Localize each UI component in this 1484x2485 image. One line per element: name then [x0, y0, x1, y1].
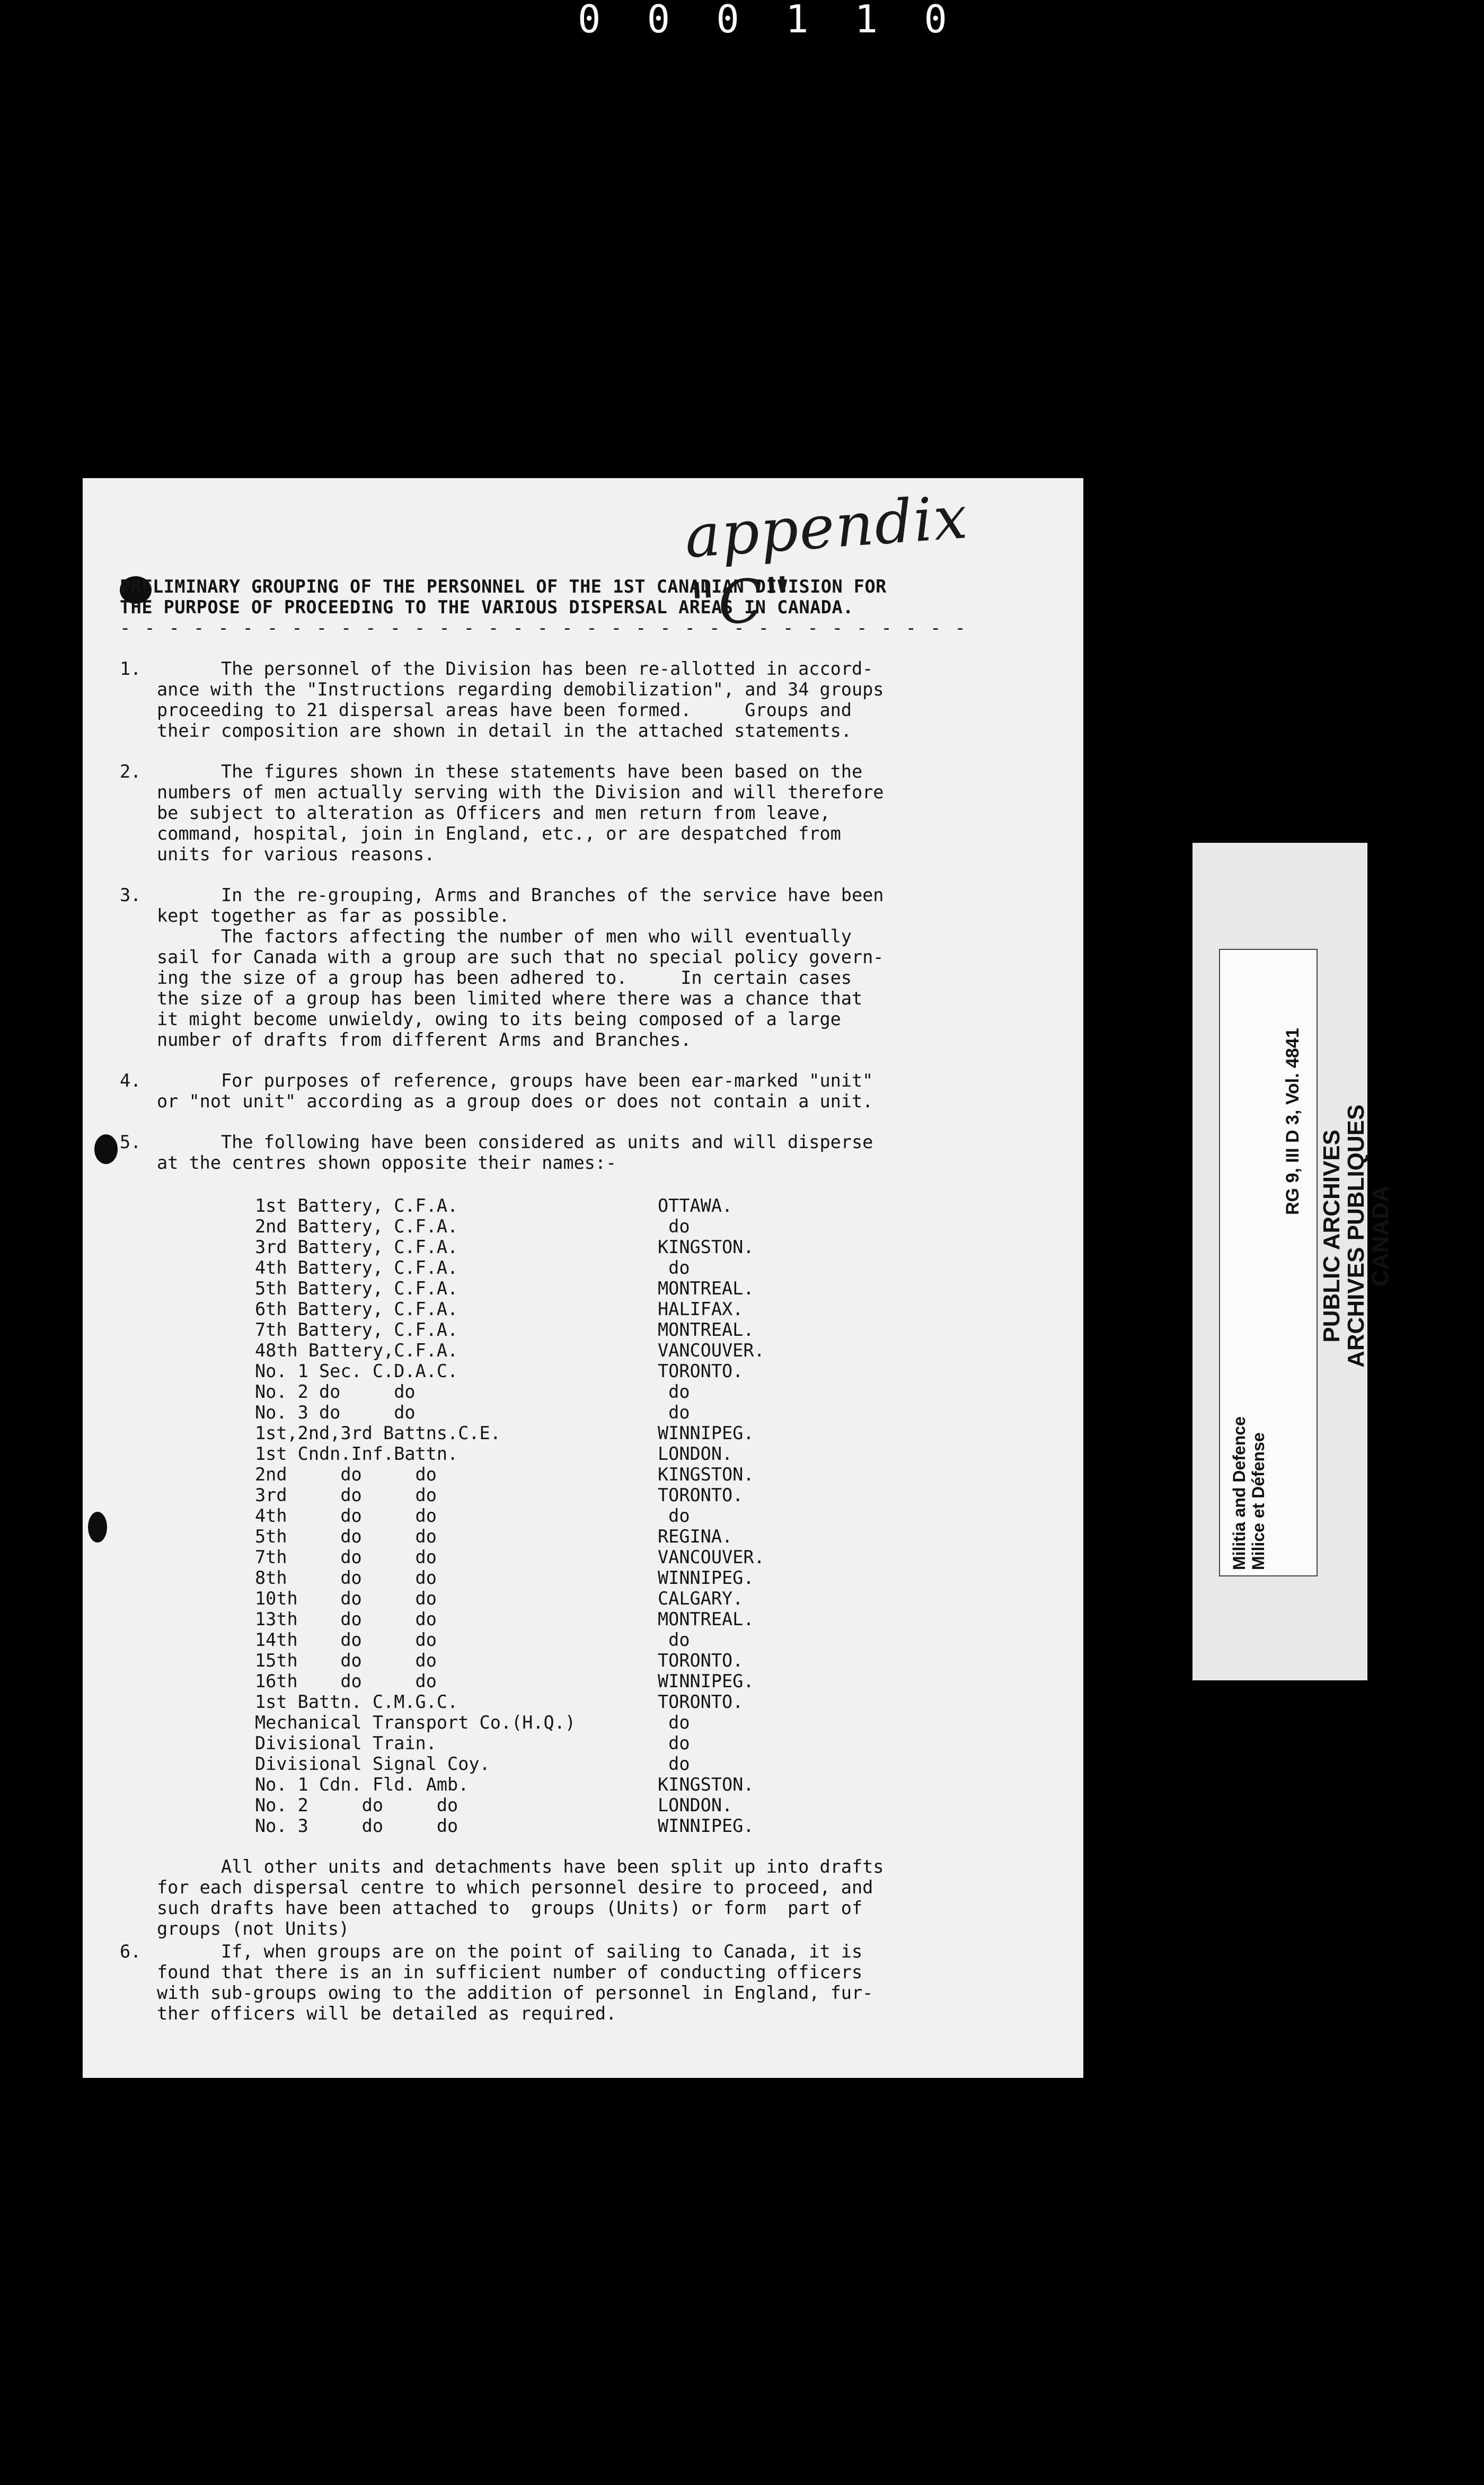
- text-line: command, hospital, join in England, etc., or are despatched from: [157, 823, 841, 844]
- unit-row: [255, 1443, 1063, 1464]
- paragraph-number: 5.: [120, 1132, 142, 1152]
- unit-row: [255, 1753, 1063, 1774]
- unit-destination: do: [658, 1753, 690, 1774]
- militia-fr: Milice et Défense: [1249, 1432, 1268, 1570]
- unit-name: 3rd Battery, C.F.A.: [255, 1237, 458, 1257]
- unit-destination: do: [658, 1402, 690, 1423]
- unit-destination: WINNIPEG.: [658, 1567, 754, 1588]
- unit-name: 7th do do: [255, 1547, 437, 1567]
- unit-name: 48th Battery,C.F.A.: [255, 1340, 458, 1361]
- unit-row: [255, 1712, 1063, 1733]
- unit-row: [255, 1195, 1063, 1216]
- unit-name: Divisional Train.: [255, 1733, 437, 1753]
- text-line: kept together as far as possible.: [157, 905, 510, 926]
- unit-name: No. 2 do do: [255, 1381, 416, 1402]
- text-line: number of drafts from different Arms and Branches.: [157, 1029, 692, 1050]
- text-line: The following have been considered as units and will disperse: [157, 1132, 873, 1152]
- paragraph-list: [120, 658, 1063, 1173]
- unit-name: 5th Battery, C.F.A.: [255, 1278, 458, 1299]
- paragraph-5: [120, 1132, 1063, 1173]
- unit-destination: do: [658, 1505, 690, 1526]
- unit-row: [255, 1526, 1063, 1547]
- unit-destination: do: [658, 1712, 690, 1733]
- text-line: The factors affecting the number of men who will eventually: [157, 926, 852, 947]
- archives-fr: ARCHIVES PUBLIQUES: [1343, 1104, 1369, 1368]
- text-line: In the re-grouping, Arms and Branches of the service have been: [157, 885, 884, 905]
- paragraph-text: [157, 1070, 1063, 1112]
- unit-row: [255, 1547, 1063, 1567]
- paragraph-text: [157, 1941, 1063, 2024]
- unit-name: 8th do do: [255, 1567, 437, 1588]
- unit-row: [255, 1423, 1063, 1443]
- document-page: [83, 478, 1083, 2078]
- unit-name: 13th do do: [255, 1609, 437, 1629]
- paragraph-number: 1.: [120, 658, 142, 679]
- unit-name: No. 1 Sec. C.D.A.C.: [255, 1361, 458, 1381]
- paragraph-1: [120, 658, 1063, 741]
- text-line: The figures shown in these statements have been based on the: [157, 761, 863, 782]
- text-line: ance with the "Instructions regarding demobilization", and 34 groups: [157, 679, 884, 700]
- unit-name: 4th Battery, C.F.A.: [255, 1257, 458, 1278]
- unit-destination: LONDON.: [658, 1795, 733, 1816]
- paragraph-number: 2.: [120, 761, 142, 782]
- rg-reference: RG 9, III D 3, Vol. 4841: [1283, 1028, 1303, 1215]
- unit-destination: TORONTO.: [658, 1361, 744, 1381]
- unit-row: [255, 1588, 1063, 1609]
- unit-destination: TORONTO.: [658, 1691, 744, 1712]
- document-title-line-2: THE PURPOSE OF PROCEEDING TO THE VARIOUS DISPERSAL AREAS IN CANADA.: [120, 597, 854, 618]
- paragraph-4: [120, 1070, 1063, 1112]
- unit-row: [255, 1237, 1063, 1257]
- unit-destination: KINGSTON.: [658, 1774, 754, 1795]
- text-line: ing the size of a group has been adhered to. In certain cases: [157, 967, 852, 988]
- text-line: numbers of men actually serving with the Division and will therefore: [157, 782, 884, 803]
- unit-row: [255, 1361, 1063, 1381]
- unit-name: 2nd Battery, C.F.A.: [255, 1216, 458, 1237]
- unit-destination: REGINA.: [658, 1526, 733, 1547]
- unit-destination: WINNIPEG.: [658, 1423, 754, 1443]
- unit-row: [255, 1485, 1063, 1505]
- unit-row: [255, 1650, 1063, 1671]
- unit-name: 1st Battn. C.M.G.C.: [255, 1691, 458, 1712]
- archives-en: PUBLIC ARCHIVES: [1319, 1129, 1345, 1343]
- text-line: or "not unit" according as a group does or does not contain a unit.: [157, 1091, 873, 1112]
- unit-name: 16th do do: [255, 1671, 437, 1691]
- unit-destination: do: [658, 1733, 690, 1753]
- unit-row: [255, 1691, 1063, 1712]
- text-line: If, when groups are on the point of sailing to Canada, it is: [157, 1941, 863, 1962]
- ink-blot: [94, 1134, 118, 1164]
- unit-row: [255, 1402, 1063, 1423]
- unit-row: [255, 1609, 1063, 1629]
- title-separator: - - - - - - - - - - - - - - - - - - - - - - - - - - - - - - - - - - -: [120, 618, 967, 638]
- text-line: proceeding to 21 dispersal areas have been formed. Groups and: [157, 700, 852, 720]
- unit-destination: KINGSTON.: [658, 1237, 754, 1257]
- unit-destination: TORONTO.: [658, 1650, 744, 1671]
- text-line: sail for Canada with a group are such that no special policy govern-: [157, 947, 884, 967]
- unit-row: [255, 1257, 1063, 1278]
- unit-destination: MONTREAL.: [658, 1609, 754, 1629]
- unit-row: [255, 1795, 1063, 1816]
- unit-name: 10th do do: [255, 1588, 437, 1609]
- unit-name: Divisional Signal Coy.: [255, 1753, 490, 1774]
- unit-destination: HALIFAX.: [658, 1299, 744, 1319]
- text-line: found that there is an in sufficient number of conducting officers: [157, 1962, 863, 1982]
- archives-country: CANADA: [1367, 1185, 1393, 1287]
- unit-destination: do: [658, 1381, 690, 1402]
- unit-name: 2nd do do: [255, 1464, 437, 1485]
- paragraph-number: 4.: [120, 1070, 142, 1091]
- unit-row: [255, 1299, 1063, 1319]
- unit-name: 3rd do do: [255, 1485, 437, 1505]
- unit-destination: do: [658, 1216, 690, 1237]
- unit-name: 6th Battery, C.F.A.: [255, 1299, 458, 1319]
- unit-row: [255, 1464, 1063, 1485]
- text-line: such drafts have been attached to groups (Units) or form part of: [157, 1898, 863, 1918]
- paragraph-text: [157, 761, 1063, 865]
- unit-row: [255, 1816, 1063, 1836]
- text-line: For purposes of reference, groups have been ear-marked "unit": [157, 1070, 873, 1091]
- unit-name: 7th Battery, C.F.A.: [255, 1319, 458, 1340]
- unit-row: [255, 1671, 1063, 1691]
- paragraph-number: 3.: [120, 885, 142, 905]
- text-line: at the centres shown opposite their names:-: [157, 1152, 617, 1173]
- paragraph-2: [120, 761, 1063, 865]
- unit-destination: TORONTO.: [658, 1485, 744, 1505]
- archive-label-card: [1192, 843, 1393, 1680]
- text-line: their composition are shown in detail in the attached statements.: [157, 720, 852, 741]
- unit-row: [255, 1381, 1063, 1402]
- paragraph-3: [120, 885, 1063, 1050]
- unit-destination: MONTREAL.: [658, 1319, 754, 1340]
- unit-name: 5th do do: [255, 1526, 437, 1547]
- text-line: the size of a group has been limited where there was a chance that: [157, 988, 863, 1009]
- unit-name: No. 2 do do: [255, 1795, 458, 1816]
- text-line: units for various reasons.: [157, 844, 435, 865]
- archive-reference-slip: [1219, 949, 1318, 1576]
- unit-name: 1st Battery, C.F.A.: [255, 1195, 458, 1216]
- text-line: The personnel of the Division has been re-allotted in accord-: [157, 658, 873, 679]
- unit-name: Mechanical Transport Co.(H.Q.): [255, 1712, 576, 1733]
- unit-row: [255, 1278, 1063, 1299]
- unit-row: [255, 1505, 1063, 1526]
- unit-destination: CALGARY.: [658, 1588, 744, 1609]
- unit-row: [255, 1319, 1063, 1340]
- unit-row: [255, 1629, 1063, 1650]
- text-line: All other units and detachments have been split up into drafts: [157, 1856, 884, 1877]
- ink-blot: [88, 1512, 107, 1543]
- militia-defence-label: [1230, 1416, 1268, 1570]
- unit-dispersal-table: [255, 1195, 1063, 1836]
- text-line: ther officers will be detailed as required.: [157, 2003, 617, 2024]
- public-archives-label: [1320, 1105, 1393, 1368]
- paragraph-text: [157, 658, 1063, 741]
- unit-destination: MONTREAL.: [658, 1278, 754, 1299]
- unit-row: [255, 1340, 1063, 1361]
- unit-destination: VANCOUVER.: [658, 1547, 765, 1567]
- document-body: [120, 576, 1063, 2024]
- unit-name: 15th do do: [255, 1650, 437, 1671]
- unit-row: [255, 1216, 1063, 1237]
- unit-destination: WINNIPEG.: [658, 1816, 754, 1836]
- unit-destination: KINGSTON.: [658, 1464, 754, 1485]
- unit-name: 14th do do: [255, 1629, 437, 1650]
- unit-destination: VANCOUVER.: [658, 1340, 765, 1361]
- text-line: with sub-groups owing to the addition of personnel in England, fur-: [157, 1982, 873, 2003]
- unit-destination: do: [658, 1629, 690, 1650]
- unit-destination: do: [658, 1257, 690, 1278]
- unit-destination: WINNIPEG.: [658, 1671, 754, 1691]
- unit-name: 1st,2nd,3rd Battns.C.E.: [255, 1423, 501, 1443]
- text-line: it might become unwieldy, owing to its being composed of a large: [157, 1009, 841, 1029]
- closing-paragraph: [157, 1856, 1063, 1939]
- paragraph-text: [157, 1132, 1063, 1173]
- paragraph-number: 6.: [120, 1941, 142, 1962]
- paragraph-6: [120, 1941, 1063, 2024]
- paragraph-text: [157, 885, 1063, 1050]
- handwritten-appendix-note: appendix "C": [682, 483, 970, 640]
- unit-name: 1st Cndn.Inf.Battn.: [255, 1443, 458, 1464]
- unit-name: No. 1 Cdn. Fld. Amb.: [255, 1774, 469, 1795]
- unit-row: [255, 1733, 1063, 1753]
- text-line: groups (not Units): [157, 1918, 350, 1939]
- text-line: for each dispersal centre to which personnel desire to proceed, and: [157, 1877, 873, 1898]
- unit-row: [255, 1774, 1063, 1795]
- document-title-line-1: PRELIMINARY GROUPING OF THE PERSONNEL OF THE 1ST CANADIAN DIVISION FOR: [120, 576, 887, 597]
- unit-destination: OTTAWA.: [658, 1195, 733, 1216]
- unit-destination: LONDON.: [658, 1443, 733, 1464]
- unit-name: No. 3 do do: [255, 1816, 458, 1836]
- unit-row: [255, 1567, 1063, 1588]
- text-line: be subject to alteration as Officers and men return from leave,: [157, 803, 831, 823]
- unit-name: 4th do do: [255, 1505, 437, 1526]
- film-frame-marks: 0 0 0 1 1 0: [578, 0, 959, 41]
- militia-en: Militia and Defence: [1230, 1416, 1249, 1570]
- unit-name: No. 3 do do: [255, 1402, 416, 1423]
